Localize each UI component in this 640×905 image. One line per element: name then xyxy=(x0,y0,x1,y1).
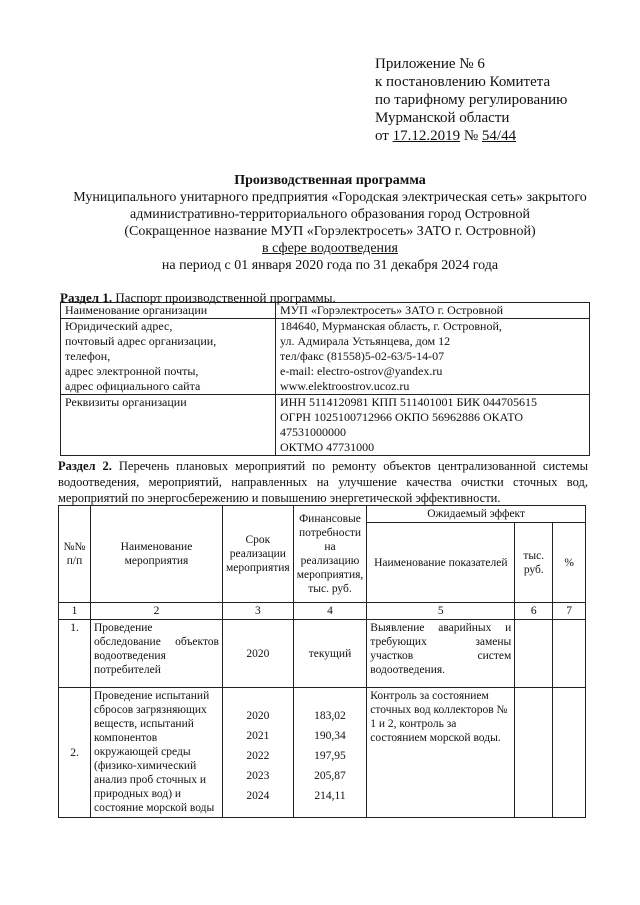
appendix-date-line xyxy=(375,127,567,145)
section-2-heading xyxy=(58,458,588,506)
plan-table xyxy=(58,505,586,818)
appendix-line: к постановлению Комитета xyxy=(375,74,551,90)
table-row xyxy=(59,688,586,818)
measure-year: 2022 xyxy=(246,750,270,762)
table-row xyxy=(61,319,590,395)
column-number: 5 xyxy=(367,603,515,620)
header-effect: Ожидаемый эффект xyxy=(367,506,586,523)
appendix-line: по тарифному регулированию xyxy=(375,92,568,108)
title-period: на период с 01 января 2020 года по 31 декабря 2024 года xyxy=(161,258,499,273)
passport-label: Реквизиты организации xyxy=(61,395,276,456)
section-2-text: Перечень плановых мероприятий по ремонту объектов централизованной системы водоотведения, мероприятий, направленных на улучшение качества очистки сточных вод, мероприятий по энергосбережению и повышению энергетической эффективности. xyxy=(58,459,589,505)
measure-year: 2021 xyxy=(246,730,270,742)
column-number-row xyxy=(59,603,586,620)
column-number: 7 xyxy=(553,603,586,620)
passport-value: ОГРН 1025100712966 ОКПО 56962886 ОКАТО 47531000000 xyxy=(280,410,524,439)
passport-value: ИНН 5114120981 КПП 511401001 БИК 044705615 xyxy=(280,395,538,409)
measure-years xyxy=(223,688,294,818)
table-row xyxy=(61,395,590,456)
number-prefix: № xyxy=(463,128,479,144)
row-number: 2. xyxy=(59,688,91,818)
title-block xyxy=(60,172,600,274)
resolution-number: 54/44 xyxy=(481,128,517,144)
appendix-line: Приложение № 6 xyxy=(375,56,485,72)
passport-value-cell xyxy=(276,319,590,395)
effect-indicator: Контроль за состоянием сточных вод коллекторов № 1 и 2, контроль за состоянием морской воды. xyxy=(367,688,515,818)
appendix-line: Мурманской области xyxy=(375,110,510,126)
header-term: Срок реализации мероприятия xyxy=(223,506,294,603)
header-number: №№ п/п xyxy=(59,506,91,603)
passport-label: телефон, xyxy=(65,349,111,363)
table-row xyxy=(59,620,586,688)
row-number: 1. xyxy=(59,620,91,688)
effect-percent xyxy=(553,620,586,688)
measure-finance: 214,11 xyxy=(314,790,346,802)
measure-finances xyxy=(293,688,367,818)
measure-finance: текущий xyxy=(293,620,367,688)
effect-percent xyxy=(553,688,586,818)
header-name: Наименование мероприятия xyxy=(91,506,223,603)
measure-finance: 183,02 xyxy=(314,710,346,722)
passport-label: почтовый адрес организации, xyxy=(65,334,217,348)
table-row xyxy=(61,303,590,319)
header-percent: % xyxy=(553,523,586,603)
passport-value: www.elektroostrov.ucoz.ru xyxy=(280,379,410,393)
passport-value: 184640, Мурманская область, г. Островной, xyxy=(280,319,502,333)
passport-value: e-mail: electro-ostrov@yandex.ru xyxy=(280,364,443,378)
document-title: Производственная программа xyxy=(234,173,426,188)
header-rub: тыс. руб. xyxy=(515,523,553,603)
measure-finance: 190,34 xyxy=(314,730,346,742)
appendix-block xyxy=(375,55,567,145)
passport-value: ОКТМО 47731000 xyxy=(280,440,375,454)
measure-year: 2020 xyxy=(246,710,270,722)
section-1-text: Паспорт производственной программы. xyxy=(115,290,336,305)
effect-indicator: Выявление аварийных и требующих замены участков систем водоотведения. xyxy=(367,620,515,688)
measure-year: 2023 xyxy=(246,770,270,782)
title-line: административно-территориального образования город Островной xyxy=(130,207,530,222)
passport-label: Наименование организации xyxy=(61,303,276,319)
column-number: 1 xyxy=(59,603,91,620)
resolution-date: 17.12.2019 xyxy=(392,128,461,144)
title-sphere: в сфере водоотведения xyxy=(262,241,398,256)
column-number: 3 xyxy=(223,603,294,620)
section-2-number: Раздел 2. xyxy=(58,459,112,473)
measure-finance: 197,95 xyxy=(314,750,346,762)
column-number: 6 xyxy=(515,603,553,620)
effect-rub xyxy=(515,688,553,818)
passport-value: МУП «Горэлектросеть» ЗАТО г. Островной xyxy=(276,303,590,319)
passport-label: Юридический адрес, xyxy=(65,319,173,333)
passport-label: адрес официального сайта xyxy=(65,379,201,393)
header-row xyxy=(59,506,586,523)
measure-finance: 205,87 xyxy=(314,770,346,782)
passport-value-cell xyxy=(276,395,590,456)
passport-label-cell xyxy=(61,319,276,395)
title-line: (Сокращенное название МУП «Горэлектросеть» ЗАТО г. Островной) xyxy=(124,224,536,239)
effect-rub xyxy=(515,620,553,688)
measure-year: 2024 xyxy=(246,790,270,802)
measure-name: Проведение обследование объектов водоотведения потребителей xyxy=(91,620,223,688)
passport-value: ул. Адмирала Устьянцева, дом 12 xyxy=(280,334,451,348)
title-line: Муниципального унитарного предприятия «Городская электрическая сеть» закрытого xyxy=(73,190,587,205)
header-finance: Финансовые потребности на реализацию мероприятия, тыс. руб. xyxy=(293,506,367,603)
section-1-number: Раздел 1. xyxy=(60,290,113,305)
column-number: 2 xyxy=(91,603,223,620)
measure-year: 2020 xyxy=(223,620,294,688)
column-number: 4 xyxy=(293,603,367,620)
header-indicator: Наименование показателей xyxy=(367,523,515,603)
measure-name: Проведение испытаний сбросов загрязняющих веществ, испытаний компонентов окружающей среды (физико-химический анализ проб сточных и природных вод) и состояние морской воды xyxy=(91,688,223,818)
passport-label: адрес электронной почты, xyxy=(65,364,199,378)
passport-value: тел/факс (81558)5-02-63/5-14-07 xyxy=(280,349,445,363)
passport-table xyxy=(60,302,590,456)
date-prefix: от xyxy=(375,128,389,144)
